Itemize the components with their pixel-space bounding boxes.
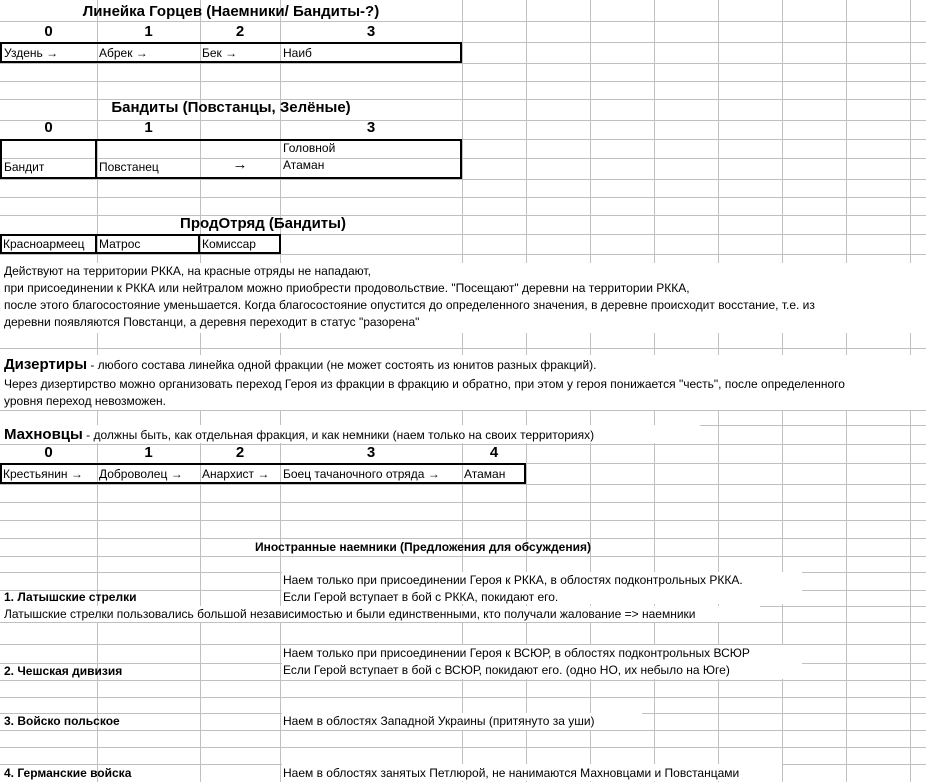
bandity-level-3: 3	[366, 119, 376, 136]
dezertiry-title-rest: - любого состава линейка одной фракции (не может состоять из юнитов разных фракций).	[87, 358, 597, 372]
dezertiry-line-1: Через дизертирство можно организовать переход Героя из фракции в фракцию и обратно, при этом у героя понижается "честь", после определенного	[4, 377, 845, 391]
prodotryad-line-3: после этого благосостояние уменьшается. Когда благосостояние опустится до определенного значения, в деревне происходит восстание, т.е. из	[4, 298, 815, 312]
prodotryad-divider-2	[198, 234, 200, 254]
gortsy-unit-abrek: Абрек →	[99, 46, 148, 60]
makhnovtsy-level-4: 4	[489, 444, 499, 461]
makhnovtsy-unit-boets: Боец тачаночного отряда →	[283, 467, 440, 481]
makhnovtsy-unit-anarkhist: Анархист →	[202, 467, 270, 481]
bandity-arrow: →	[232, 156, 248, 173]
foreign-2-note-1: Наем только при присоединении Героя к ВСЮР, в облостях подконтрольных ВСЮР	[283, 646, 750, 660]
prodotryad-line-1: Действуют на территории РККА, на красные отряды не нападают,	[4, 264, 371, 278]
prodotryad-unit-matros: Матрос	[99, 237, 141, 251]
bandity-title: Бандиты (Повстанцы, Зелёные)	[111, 99, 351, 116]
foreign-1-name: 1. Латышские стрелки	[4, 590, 137, 604]
makhnovtsy-unit-ataman: Атаман	[464, 467, 506, 481]
gortsy-unit-uzden: Уздень →	[4, 46, 59, 60]
makhnovtsy-title: Махновцы	[4, 426, 83, 443]
foreign-1-note-1: Наем только при присоединении Героя к РККА, в облостях подконтрольных РККА.	[283, 573, 743, 587]
foreign-1-note-2: Если Герой вступает в бой с РККА, покидают его.	[283, 590, 559, 604]
prodotryad-unit-krasnoarmeets: Красноармеец	[3, 237, 85, 251]
prodotryad-unit-komissar: Комиссар	[202, 237, 256, 251]
foreign-2-name: 2. Чешская дивизия	[4, 664, 123, 678]
bandity-unit-povstanets: Повстанец	[99, 160, 159, 174]
gortsy-unit-naib: Наиб	[283, 46, 312, 60]
makhnovtsy-heading	[4, 426, 594, 444]
bandity-level-1: 1	[144, 119, 153, 136]
gortsy-level-1: 1	[144, 23, 153, 40]
bandity-divider	[95, 139, 97, 179]
makhnovtsy-level-0: 0	[44, 444, 53, 461]
dezertiry-line-2: уровня переход невозможен.	[4, 394, 166, 408]
foreign-4-note-1: Наем в облостях занятых Петлюрой, не нанимаются Махновцами и Повстанцами	[283, 766, 740, 780]
bandity-unit-bandit: Бандит	[4, 160, 45, 174]
makhnovtsy-level-2: 2	[235, 444, 245, 461]
dezertiry-heading	[4, 356, 596, 374]
foreign-2-note-2: Если Герой вступает в бой с ВСЮР, покидают его. (одно НО, их небыло на Юге)	[283, 663, 730, 677]
bandity-unit-ataman: Атаман	[283, 158, 325, 172]
gortsy-title: Линейка Горцев (Наемники/ Бандиты-?)	[82, 3, 380, 20]
makhnovtsy-unit-krestyanin: Крестьянин →	[3, 467, 83, 481]
foreign-4-name: 4. Германские войска	[4, 766, 132, 780]
makhnovtsy-level-3: 3	[366, 444, 376, 461]
gortsy-level-2: 2	[235, 23, 245, 40]
gortsy-level-3: 3	[366, 23, 376, 40]
prodotryad-divider-1	[95, 234, 97, 254]
foreign-3-name: 3. Войско польское	[4, 714, 120, 728]
prodotryad-line-4: деревни появляются Повстанци, а деревня переходит в статус "разорена"	[4, 315, 420, 329]
foreign-1-extra: Латышские стрелки пользовались большой независимостью и были единственными, кто получали жалование => наемники	[4, 607, 696, 621]
bandity-unit-golovnoy: Головной	[283, 141, 336, 155]
makhnovtsy-title-rest: - должны быть, как отдельная фракция, и как немники (наем только на своих территориях)	[82, 428, 595, 442]
makhnovtsy-level-1: 1	[144, 444, 153, 461]
foreign-title: Иностранные наемники (Предложения для обсуждения)	[255, 540, 591, 554]
dezertiry-title: Дизертиры	[4, 356, 88, 373]
makhnovtsy-unit-dobrovolets: Доброволец →	[99, 467, 183, 481]
gortsy-level-0: 0	[44, 23, 53, 40]
prodotryad-line-2: при присоединении к РККА или нейтралом можно приобрести продовольствие. "Посещают" деревни на территории РККА,	[4, 281, 690, 295]
foreign-3-note-1: Наем в облостях Западной Украины (притянуто за уши)	[283, 714, 595, 728]
prodotryad-title: ПродОтряд (Бандиты)	[180, 215, 346, 232]
bandity-level-0: 0	[44, 119, 53, 136]
gortsy-unit-bek: Бек →	[202, 46, 238, 60]
